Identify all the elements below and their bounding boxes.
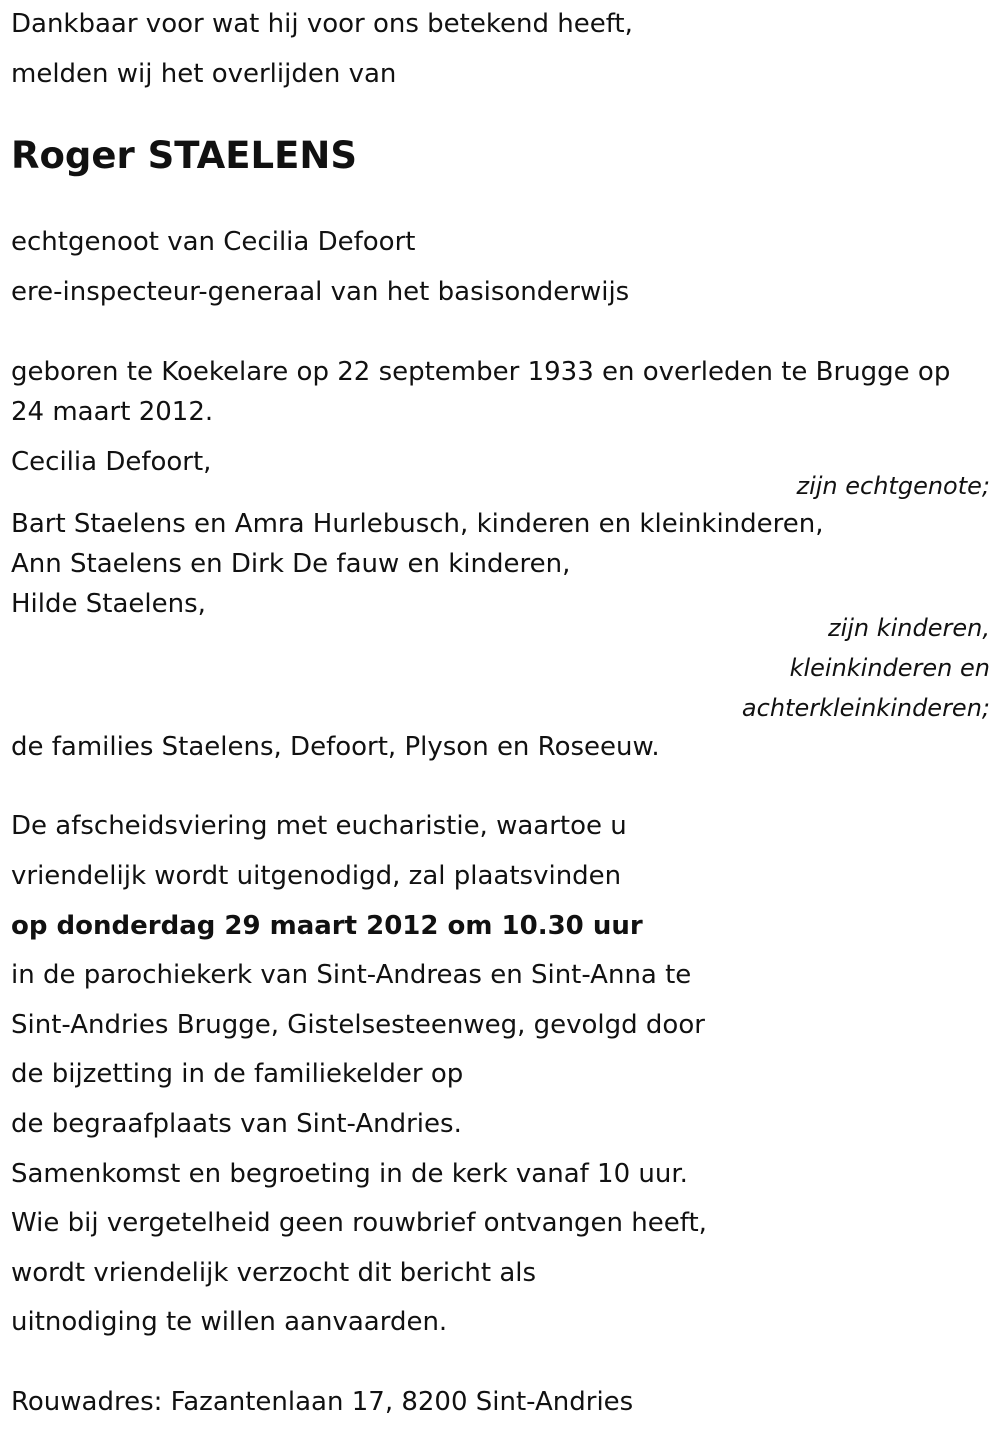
- ceremony-line-4: in de parochiekerk van Sint-Andreas en Sint-Anna te: [11, 960, 692, 990]
- ceremony-line-7: de begraafplaats van Sint-Andries.: [11, 1109, 462, 1139]
- deceased-name: Roger STAELENS: [11, 134, 358, 177]
- ceremony-line-10: wordt vriendelijk verzocht dit bericht als: [11, 1258, 537, 1288]
- intro-line-1: Dankbaar voor wat hij voor ons betekend heeft,: [11, 9, 633, 39]
- ceremony-line-5: Sint-Andries Brugge, Gistelsesteenweg, gevolgd door: [11, 1010, 705, 1040]
- intro-line-2: melden wij het overlijden van: [11, 59, 397, 89]
- birth-death-line-2: 24 maart 2012.: [11, 397, 214, 427]
- ceremony-line-11: uitnodiging te willen aanvaarden.: [11, 1307, 448, 1337]
- child-line: Hilde Staelens,: [11, 589, 206, 619]
- ceremony-line-6: de bijzetting in de familiekelder op: [11, 1059, 464, 1089]
- birth-death-line-1: geboren te Koekelare op 22 september 1933 en overleden te Brugge op: [11, 357, 951, 387]
- spouse-role: zijn echtgenote;: [796, 472, 990, 500]
- families-line: de families Staelens, Defoort, Plyson en Roseeuw.: [11, 732, 660, 762]
- child-line: Bart Staelens en Amra Hurlebusch, kinderen en kleinkinderen,: [11, 509, 824, 539]
- mourning-address: Rouwadres: Fazantenlaan 17, 8200 Sint-Andries: [11, 1387, 634, 1417]
- ceremony-line-8: Samenkomst en begroeting in de kerk vanaf 10 uur.: [11, 1159, 688, 1189]
- spouse-line: echtgenoot van Cecilia Defoort: [11, 227, 416, 257]
- child-line: Ann Staelens en Dirk De fauw en kinderen,: [11, 549, 571, 579]
- children-role-line: zijn kinderen,: [827, 614, 990, 642]
- ceremony-line-2: vriendelijk wordt uitgenodigd, zal plaatsvinden: [11, 861, 622, 891]
- occupation-line: ere-inspecteur-generaal van het basisonderwijs: [11, 277, 630, 307]
- children-role-line: kleinkinderen en: [789, 654, 990, 682]
- ceremony-line-9: Wie bij vergetelheid geen rouwbrief ontvangen heeft,: [11, 1208, 707, 1238]
- children-role-line: achterkleinkinderen;: [741, 694, 990, 722]
- ceremony-date: op donderdag 29 maart 2012 om 10.30 uur: [11, 911, 643, 941]
- ceremony-line-1: De afscheidsviering met eucharistie, waartoe u: [11, 811, 627, 841]
- spouse-name: Cecilia Defoort,: [11, 447, 212, 477]
